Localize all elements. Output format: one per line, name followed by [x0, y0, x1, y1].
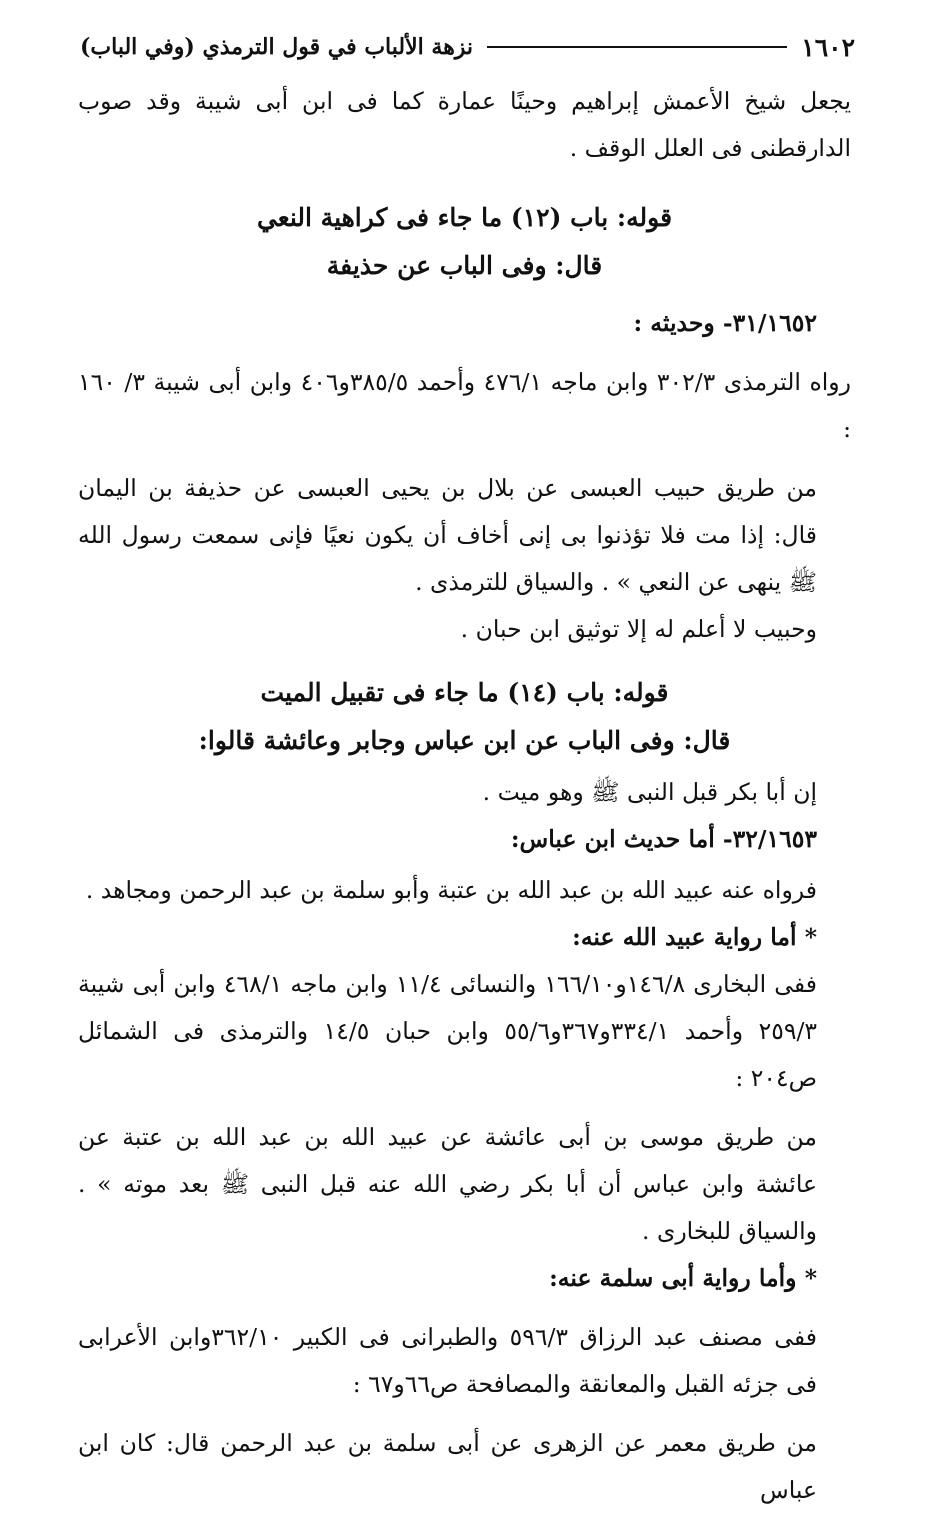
running-title: نزهة الألباب في قول الترمذي (وفي الباب) [80, 34, 474, 60]
section-heading: قوله: باب (١٤) ما جاء فى تقبيل الميت [260, 678, 669, 707]
paragraph: من طريق حبيب العبسى عن بلال بن يحيى العبسى عن حذيفة بن اليمان قال: إذا مت فلا تؤذنوا بى إنى أخاف أن يكون نعيًا فإنى سمعت رسول الله ﷺ ينهى عن النعي » . والسياق للترمذى . [78, 474, 817, 596]
subsection-heading: * وأما رواية أبى سلمة عنه: [549, 1264, 817, 1292]
paragraph: يجعل شيخ الأعمش إبراهيم وحينًا عمارة كما فى ابن أبى شيبة وقد صوب الدارقطنى فى العلل الوقف . [78, 87, 851, 162]
hadith-number-heading: ٣٢/١٦٥٣- أما حديث ابن عباس: [510, 825, 817, 853]
subsection-heading: * أما رواية عبيد الله عنه: [572, 923, 817, 951]
hadith-number-heading: ٣١/١٦٥٢- وحديثه : [633, 309, 817, 337]
paragraph: وحبيب لا أعلم له إلا توثيق ابن حبان . [460, 615, 817, 643]
page-body [78, 78, 851, 1514]
section-heading: قوله: باب (١٢) ما جاء فى كراهية النعي [256, 203, 673, 232]
paragraph: من طريق معمر عن الزهرى عن أبى سلمة بن عبد الرحمن قال: كان ابن عباس [78, 1429, 817, 1504]
paragraph: رواه الترمذى ٣٠٢/٣ وابن ماجه ٤٧٦/١ وأحمد ٣٨٥/٥و٤٠٦ وابن أبى شيبة ٣/ ١٦٠ : [78, 368, 851, 443]
page-number: ١٦٠٢ [801, 32, 855, 62]
paragraph: ففى البخارى ١٤٦/٨و١٦٦/١٠ والنسائى ١١/٤ وابن ماجه ٤٦٨/١ وابن أبى شيبة ٢٥٩/٣ وأحمد ٣٣٤/١و٣٦٧و٥٥/٦ وابن حبان ١٤/٥ والترمذى فى الشمائل ص٢٠٤ : [78, 970, 818, 1092]
paragraph: ففى مصنف عبد الرزاق ٥٩٦/٣ والطبرانى فى الكبير ٣٦٢/١٠وابن الأعرابى فى جزئه القبل والمعانقة والمصافحة ص٦٦و٦٧ : [78, 1323, 817, 1398]
paragraph: فرواه عنه عبيد الله بن عبد الله بن عتبة وأبو سلمة بن عبد الرحمن ومجاهد . [85, 876, 817, 904]
paragraph: إن أبا بكر قبل النبى ﷺ وهو ميت . [482, 778, 817, 806]
paragraph: من طريق موسى بن أبى عائشة عن عبيد الله بن عبد الله بن عتبة عن عائشة وابن عباس أن أبا بكر رضي الله عنه قبل النبى ﷺ بعد موته » . والسياق للبخارى . [78, 1123, 817, 1245]
section-subheading: قال: وفى الباب عن ابن عباس وجابر وعائشة قالوا: [198, 726, 731, 755]
section-subheading: قال: وفى الباب عن حذيفة [326, 251, 603, 280]
header-rule [487, 46, 787, 48]
running-header [80, 30, 855, 64]
